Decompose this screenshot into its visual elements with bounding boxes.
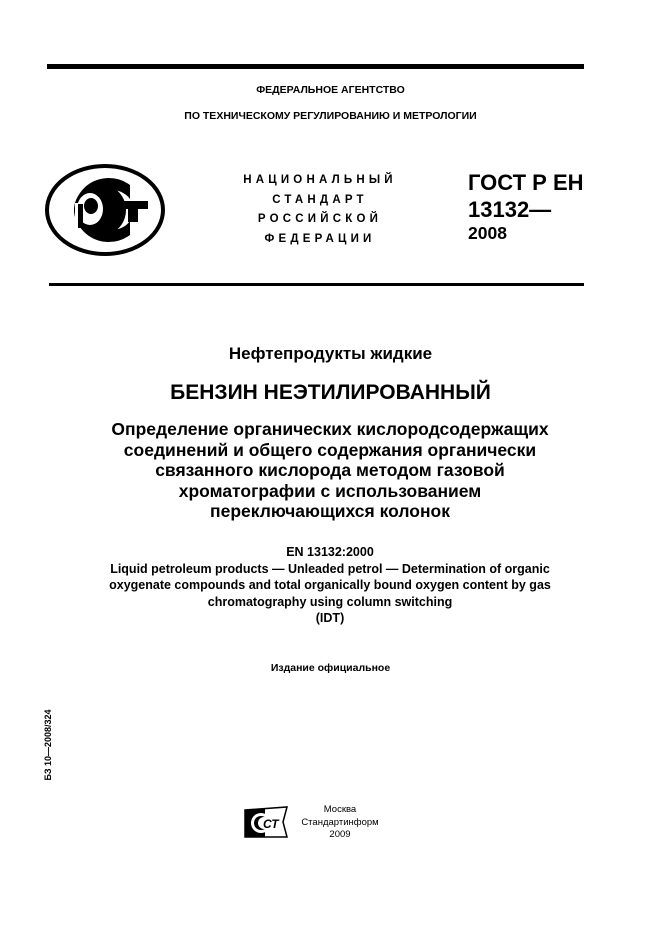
publisher-city: Москва	[323, 804, 357, 815]
description-line: переключающихся колонок	[210, 501, 450, 521]
document-title: БЕНЗИН НЕЭТИЛИРОВАННЫЙ	[170, 381, 491, 404]
middle-rule	[49, 283, 584, 286]
publisher-year: 2009	[329, 829, 351, 840]
top-rule	[47, 64, 584, 69]
rst-logo-icon	[44, 163, 166, 257]
svg-text:СТ: СТ	[263, 817, 279, 831]
description-line: соединений и общего содержания органически	[123, 439, 537, 460]
national-line-1: НАЦИОНАЛЬНЫЙ	[243, 174, 397, 186]
english-title-block	[40, 544, 620, 627]
en-code: EN 13132:2000	[286, 545, 374, 559]
en-line: (IDT)	[315, 611, 345, 625]
standartinform-logo-icon	[243, 806, 289, 839]
description-line: связанного кислорода методом газовой	[155, 460, 505, 480]
national-line-4: ФЕДЕРАЦИИ	[264, 233, 376, 245]
national-line-3: РОССИЙСКОЙ	[257, 213, 383, 225]
gost-year: 2008	[468, 223, 507, 243]
description-line: Определение органических кислородсодержащих	[111, 419, 549, 439]
agency-line-2: ПО ТЕХНИЧЕСКОМУ РЕГУЛИРОВАНИЮ И МЕТРОЛОГИИ	[184, 110, 477, 122]
description-line: хроматографии с использованием	[178, 480, 482, 501]
en-line: oxygenate compounds and total organically bound oxygen content by gas	[109, 578, 551, 592]
gost-number: 13132—	[468, 197, 552, 222]
publisher-name: Стандартинформ	[301, 816, 379, 828]
document-description	[40, 419, 620, 522]
agency-line-1: ФЕДЕРАЛЬНОЕ АГЕНТСТВО	[256, 84, 405, 96]
document-subtitle: Нефтепродукты жидкие	[228, 344, 433, 363]
national-line-2: СТАНДАРТ	[272, 194, 368, 206]
en-line: Liquid petroleum products — Unleaded petrol — Determination of organic	[110, 561, 550, 576]
side-code: БЗ 10—2008/324	[43, 709, 53, 781]
official-edition-label: Издание официальное	[270, 662, 391, 674]
en-line: chromatography using column switching	[207, 594, 453, 609]
gost-designation: ГОСТ Р ЕН	[468, 170, 584, 195]
publisher-block	[295, 804, 385, 842]
